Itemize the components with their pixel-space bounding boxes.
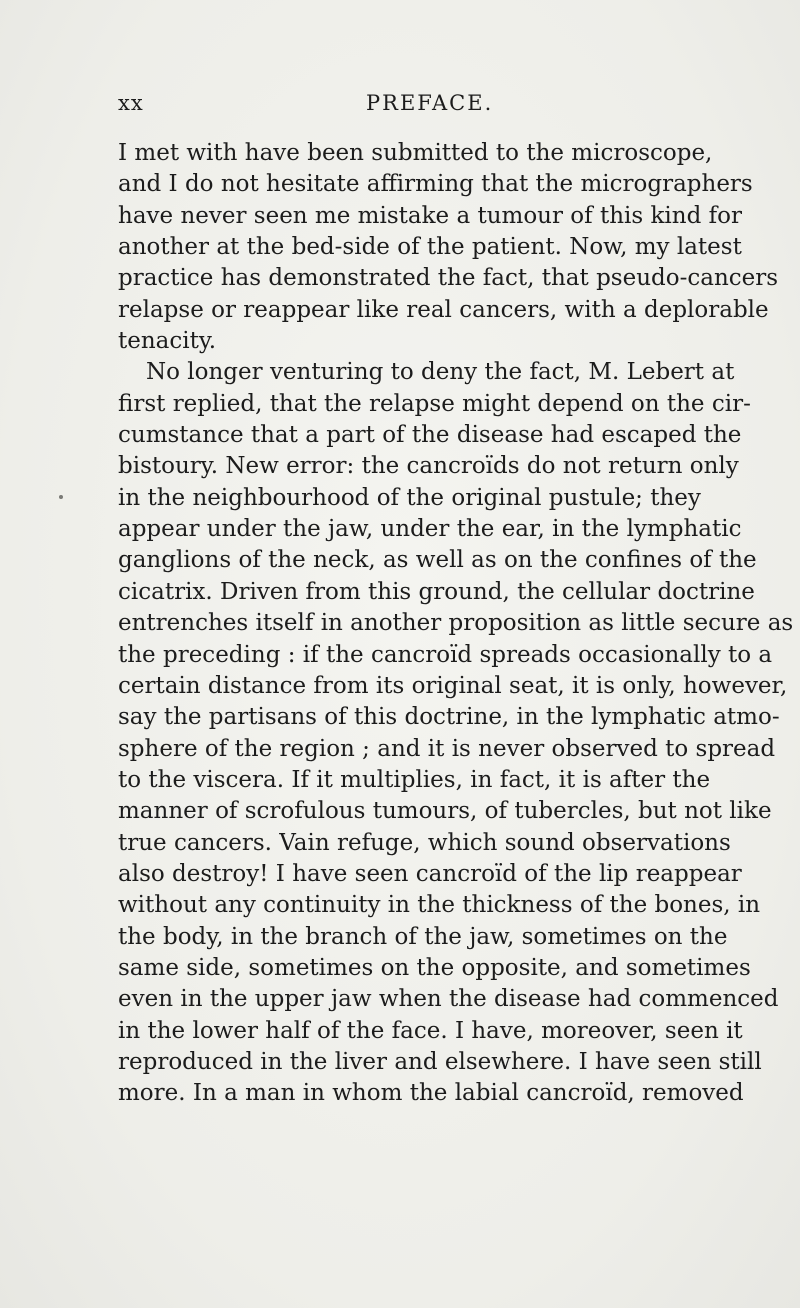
page-number: xx: [118, 91, 144, 115]
page-header: [118, 88, 696, 118]
text-line: certain distance from its original seat, it is only, however,: [118, 672, 788, 699]
running-head: PREFACE.: [366, 91, 494, 115]
text-line: more. In a man in whom the labial cancroïd, removed: [118, 1080, 744, 1107]
text-line: the preceding : if the cancroïd spreads occasionally to a: [118, 641, 773, 668]
text-line: have never seen me mistake a tumour of this kind for: [118, 202, 742, 229]
text-line: in the neighbourhood of the original pustule; they: [118, 484, 701, 511]
text-line: appear under the jaw, under the ear, in the lymphatic: [118, 516, 742, 543]
text-line: first replied, that the relapse might depend on the cir-: [118, 390, 751, 417]
text-line: ganglions of the neck, as well as on the confines of the: [118, 547, 757, 574]
text-line: I met with have been submitted to the microscope,: [118, 140, 713, 166]
text-line: and I do not hesitate affirming that the micrographers: [118, 171, 753, 198]
text-line: manner of scrofulous tumours, of tubercles, but not like: [118, 798, 772, 825]
text-line: also destroy! I have seen cancroïd of the lip reappear: [118, 860, 742, 887]
text-line: without any continuity in the thickness of the bones, in: [118, 892, 761, 919]
text-line: cumstance that a part of the disease had escaped the: [118, 422, 742, 449]
text-line: sphere of the region ; and it is never observed to spread: [118, 735, 776, 762]
text-line: bistoury. New error: the cancroïds do not return only: [118, 453, 739, 480]
text-line: true cancers. Vain refuge, which sound observations: [118, 829, 731, 856]
text-line: No longer venturing to deny the fact, M. Lebert at: [146, 359, 735, 386]
text-line: tenacity.: [118, 328, 217, 355]
body-text: [118, 138, 794, 1110]
text-line: say the partisans of this doctrine, in the lymphatic atmo-: [118, 704, 780, 731]
text-line: another at the bed-side of the patient. Now, my latest: [118, 234, 742, 261]
text-line: even in the upper jaw when the disease had commenced: [118, 986, 779, 1013]
text-line: to the viscera. If it multiplies, in fact, it is after the: [118, 766, 711, 793]
text-line: entrenches itself in another proposition as little secure as: [118, 610, 794, 637]
text-line: practice has demonstrated the fact, that pseudo-cancers: [118, 265, 779, 292]
text-line: reproduced in the liver and elsewhere. I have seen still: [118, 1048, 762, 1075]
text-line: cicatrix. Driven from this ground, the cellular doctrine: [118, 578, 755, 605]
ink-speck: [59, 495, 63, 499]
text-line: same side, sometimes on the opposite, and sometimes: [118, 954, 751, 981]
text-line: in the lower half of the face. I have, moreover, seen it: [118, 1017, 743, 1044]
text-line: the body, in the branch of the jaw, sometimes on the: [118, 923, 728, 950]
text-line: relapse or reappear like real cancers, with a deplorable: [118, 296, 769, 323]
